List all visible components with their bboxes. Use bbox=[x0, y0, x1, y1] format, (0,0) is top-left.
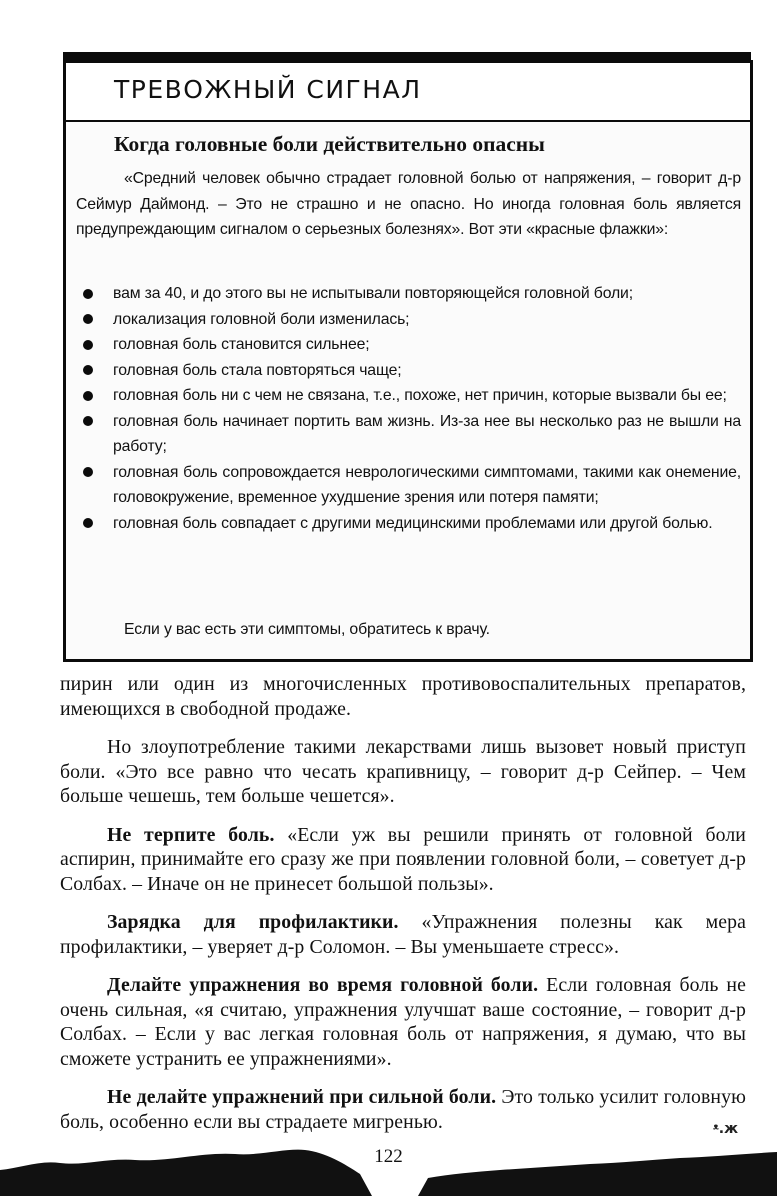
list-item bbox=[76, 511, 741, 537]
list-item bbox=[76, 358, 741, 384]
bullet-icon bbox=[83, 340, 93, 350]
paragraph-text: «Упражнения полезны как мера профилактики, – уверяет д-р Соломон. – Вы уменьшаете стресс». bbox=[60, 911, 746, 958]
bullet-icon bbox=[83, 391, 93, 401]
body-paragraph: Но злоупотребление такими лекарствами лишь вызовет новый приступ боли. «Это все равно что чесать крапивницу, – говорит д-р Сейпер. – Чем больше чешешь, тем больше чешется». bbox=[60, 736, 746, 807]
paragraph-lead: Не терпите боль. bbox=[107, 823, 275, 846]
list-item bbox=[76, 460, 741, 511]
sidebar-intro bbox=[76, 166, 741, 243]
paragraph-lead: Не делайте упражнений при сильной боли. bbox=[107, 1086, 497, 1108]
body-paragraph bbox=[60, 1085, 746, 1134]
body-paragraph bbox=[60, 910, 746, 959]
list-item bbox=[76, 307, 741, 333]
list-item-text: головная боль совпадает с другими медицинскими проблемами или другой болью. bbox=[113, 514, 713, 532]
red-flags-list bbox=[76, 281, 741, 536]
bullet-icon bbox=[83, 289, 93, 299]
bullet-icon bbox=[83, 518, 93, 528]
list-item-text: головная боль становится сильнее; bbox=[113, 336, 370, 353]
body-paragraph bbox=[60, 823, 746, 897]
scan-edge-left bbox=[0, 1150, 372, 1196]
list-item bbox=[76, 383, 741, 409]
alert-sidebar-box bbox=[63, 60, 753, 662]
body-paragraph bbox=[60, 973, 746, 1071]
page-number: 122 bbox=[374, 1146, 403, 1167]
list-item-text: головная боль ни с чем не связана, т.е., похоже, нет причин, которые вызвали бы ее; bbox=[113, 387, 727, 404]
list-item-text: головная боль стала повторяться чаще; bbox=[113, 361, 402, 379]
alert-header bbox=[66, 63, 750, 122]
bullet-icon bbox=[83, 467, 93, 477]
list-item-text: локализация головной боли изменилась; bbox=[113, 310, 410, 328]
paragraph-lead: Зарядка для профилактики. bbox=[107, 911, 399, 933]
main-body-text bbox=[60, 672, 746, 1134]
bullet-icon bbox=[83, 416, 93, 426]
paragraph-text: Это только усилит головную боль, особенно если вы страдаете мигренью. bbox=[60, 1086, 746, 1133]
list-item-text: головная боль начинает портить вам жизнь. Из-за нее вы несколько раз не вышли на работу; bbox=[113, 412, 741, 455]
list-item bbox=[76, 332, 741, 358]
sidebar-closing: Если у вас есть эти симптомы, обратитесь к врачу. bbox=[124, 621, 490, 638]
paragraph-lead: Делайте упражнения во время головной боли. bbox=[107, 974, 539, 996]
list-item bbox=[76, 409, 741, 460]
bullet-icon bbox=[83, 314, 93, 324]
list-item-text: головная боль сопровождается неврологическими симптомами, такими как онемение, головокружение, временное ухудшение зрения или потеря памяти; bbox=[113, 463, 741, 506]
alert-header-label: ТРЕВОЖНЫЙ СИГНАЛ bbox=[114, 75, 422, 104]
sidebar-intro-text: «Средний человек обычно страдает головной болью от напряжения, – говорит д-р Сеймур Даймонд. – Это не страшно и не опасно. Но иногда головная боль является предупреждающим сигналом о серьезных болезнях». Вот эти «красные флажки»: bbox=[76, 170, 741, 238]
list-item-text: вам за 40, и до этого вы не испытывали повторяющейся головной боли; bbox=[113, 285, 633, 302]
printer-mark: ᵜ.ж bbox=[713, 1121, 739, 1137]
list-item bbox=[76, 281, 741, 307]
bullet-icon bbox=[83, 365, 93, 375]
paragraph-text: Если головная боль не очень сильная, «я считаю, упражнения улучшат ваше состояние, – говорит д-р Солбах. – Если у вас легкая головная боль от напряжения, я думаю, что вы сможете устранить ее упражнениями». bbox=[60, 974, 746, 1070]
scan-edge-shading bbox=[0, 1130, 777, 1196]
sidebar-title: Когда головные боли действительно опасны bbox=[114, 132, 545, 156]
paragraph-text: «Если уж вы решили принять от головной боли аспирин, принимайте его сразу же при появлении головной боли, – советует д-р Солбах. – Иначе он не принесет большой пользы». bbox=[60, 823, 746, 895]
body-paragraph-continued: пирин или один из многочисленных противовоспалительных препаратов, имеющихся в свободной продаже. bbox=[60, 673, 746, 720]
scan-edge-right bbox=[418, 1152, 777, 1196]
